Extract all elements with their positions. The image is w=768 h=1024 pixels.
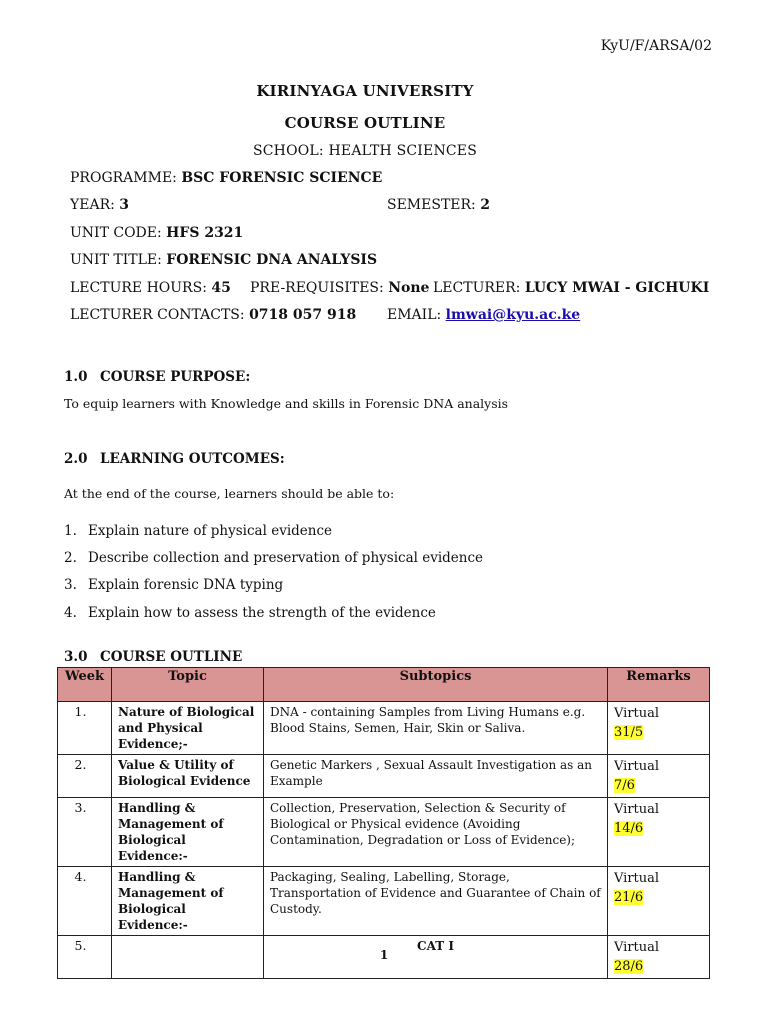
remarks-cell (608, 798, 710, 867)
outcome-text: Explain forensic DNA typing (88, 577, 284, 593)
outcome-number: 1. (64, 523, 77, 539)
email-line (387, 307, 580, 323)
contacts-label: LECTURER CONTACTS: (70, 307, 245, 323)
remarks-cell (608, 702, 710, 755)
lecture-hours-value: 45 (211, 280, 231, 296)
email-link[interactable]: lmwai@kyu.ac.ke (445, 307, 581, 323)
header-remarks: Remarks (608, 668, 710, 702)
outline-number: 3.0 (64, 649, 88, 665)
purpose-text: To equip learners with Knowledge and skills in Forensic DNA analysis (64, 396, 509, 411)
semester-line (387, 197, 490, 213)
table-row (58, 798, 710, 867)
university-name: KIRINYAGA UNIVERSITY (256, 82, 474, 100)
table-row (58, 867, 710, 936)
outcome-text: Explain how to assess the strength of the evidence (88, 605, 436, 621)
outcome-text: Explain nature of physical evidence (88, 523, 333, 539)
outline-heading-text: COURSE OUTLINE (100, 649, 243, 665)
outline-heading (64, 649, 242, 665)
outcomes-heading (64, 451, 285, 467)
remarks-cell (608, 867, 710, 936)
subtopics-cell: Genetic Markers , Sexual Assault Investigation as an Example (264, 755, 608, 798)
session-date: 28/6 (614, 959, 644, 974)
document-title: COURSE OUTLINE (284, 114, 446, 132)
unit-code-label: UNIT CODE: (70, 225, 162, 241)
remarks-cell (608, 755, 710, 798)
outcome-item (64, 550, 483, 566)
cat-cell: CAT I (264, 936, 608, 979)
table-row (58, 702, 710, 755)
year-line (70, 197, 129, 213)
session-date: 21/6 (614, 890, 644, 905)
session-date: 31/5 (614, 725, 644, 740)
lecturer-label: LECTURER: (433, 280, 521, 296)
delivery-mode: Virtual (614, 871, 660, 886)
table-row (58, 755, 710, 798)
programme-line (70, 170, 382, 186)
subtopics-cell: Packaging, Sealing, Labelling, Storage, Transportation of Evidence and Guarantee of Chain of Custody. (264, 867, 608, 936)
document-code: KyU/F/ARSA/02 (600, 38, 712, 54)
outcomes-number: 2.0 (64, 451, 88, 467)
course-outline-table (57, 667, 710, 979)
outcome-number: 4. (64, 605, 77, 621)
year-label: YEAR: (70, 197, 115, 213)
page-number: 1 (379, 948, 389, 962)
lecturer-line (433, 280, 709, 296)
unit-code-line (70, 225, 243, 241)
purpose-number: 1.0 (64, 369, 88, 385)
lecture-hours-line (70, 280, 231, 296)
unit-code-value: HFS 2321 (166, 225, 244, 241)
header-week: Week (58, 668, 112, 702)
table-header-row (58, 668, 710, 702)
header-topic: Topic (112, 668, 264, 702)
topic-cell: Handling & Management of Biological Evidence:- (112, 867, 264, 936)
week-cell: 5. (58, 936, 112, 979)
lecture-hours-label: LECTURE HOURS: (70, 280, 207, 296)
outcomes-intro: At the end of the course, learners should be able to: (64, 486, 395, 501)
header-subtopics: Subtopics (264, 668, 608, 702)
topic-cell: Handling & Management of Biological Evidence:- (112, 798, 264, 867)
prerequisites-value: None (388, 280, 430, 296)
subtopics-cell: Collection, Preservation, Selection & Security of Biological or Physical evidence (Avoiding Contamination, Degradation or Loss of Evidence); (264, 798, 608, 867)
week-cell: 1. (58, 702, 112, 755)
outcome-item (64, 523, 332, 539)
week-cell: 4. (58, 867, 112, 936)
outcome-text: Describe collection and preservation of physical evidence (88, 550, 484, 566)
programme-value: BSC FORENSIC SCIENCE (181, 170, 383, 186)
lecturer-value: LUCY MWAI - GICHUKI (524, 280, 710, 296)
prerequisites-label: PRE-REQUISITES: (250, 280, 384, 296)
topic-cell: Nature of Biological and Physical Evidence;- (112, 702, 264, 755)
unit-title-line (70, 252, 377, 268)
outcome-item (64, 577, 283, 593)
week-cell: 3. (58, 798, 112, 867)
delivery-mode: Virtual (614, 940, 660, 955)
programme-label: PROGRAMME: (70, 170, 177, 186)
subtopics-cell: DNA - containing Samples from Living Humans e.g. Blood Stains, Semen, Hair, Skin or Saliva. (264, 702, 608, 755)
delivery-mode: Virtual (614, 706, 660, 721)
session-date: 7/6 (614, 778, 635, 793)
week-cell: 2. (58, 755, 112, 798)
prerequisites-line (250, 280, 429, 296)
delivery-mode: Virtual (614, 759, 660, 774)
delivery-mode: Virtual (614, 802, 660, 817)
email-label: EMAIL: (387, 307, 442, 323)
outcome-item (64, 605, 436, 621)
outcome-number: 3. (64, 577, 77, 593)
semester-label: SEMESTER: (387, 197, 476, 213)
contacts-value: 0718 057 918 (249, 307, 357, 323)
outcomes-heading-text: LEARNING OUTCOMES: (100, 451, 285, 467)
year-value: 3 (119, 197, 130, 213)
school-name: SCHOOL: HEALTH SCIENCES (252, 143, 478, 159)
outcome-number: 2. (64, 550, 77, 566)
purpose-heading (64, 369, 250, 385)
topic-cell: Value & Utility of Biological Evidence (112, 755, 264, 798)
unit-title-label: UNIT TITLE: (70, 252, 162, 268)
session-date: 14/6 (614, 821, 644, 836)
purpose-heading-text: COURSE PURPOSE: (100, 369, 251, 385)
semester-value: 2 (480, 197, 490, 213)
contacts-line (70, 307, 356, 323)
unit-title-value: FORENSIC DNA ANALYSIS (166, 252, 378, 268)
